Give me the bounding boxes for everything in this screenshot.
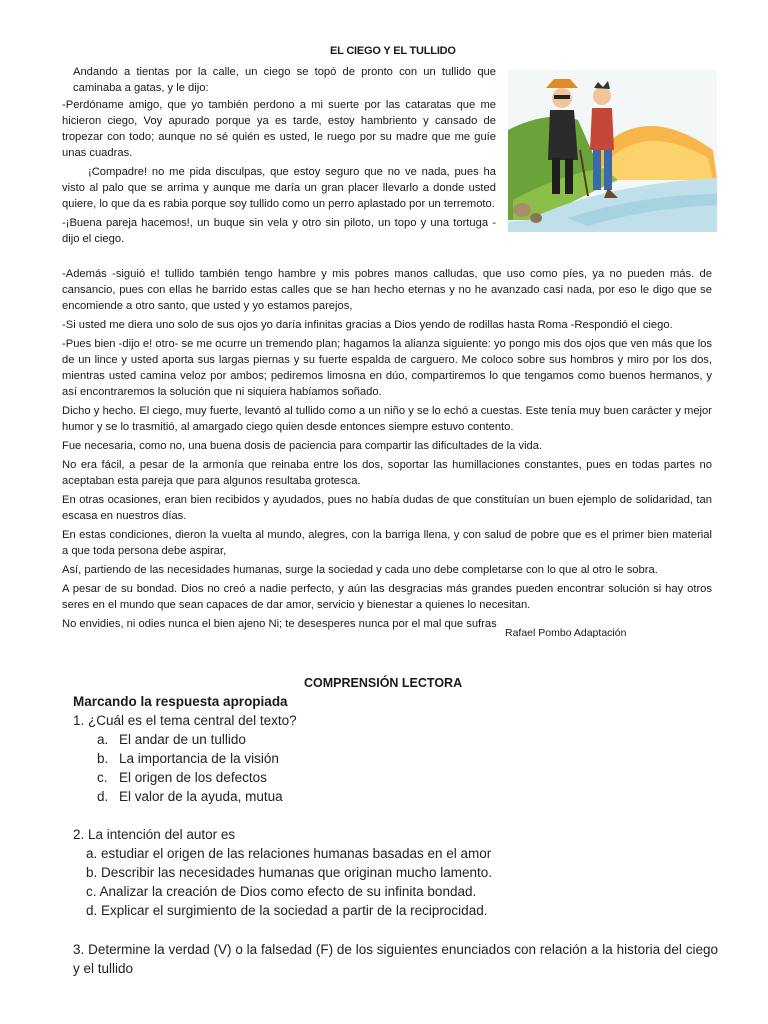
option-b: b. Describir las necesidades humanas que originan mucho lamento. — [86, 865, 492, 880]
option-marker: d. — [97, 789, 109, 804]
option-c: c. Analizar la creación de Dios como efecto de su infinita bondad. — [86, 884, 477, 899]
story-paragraph: Así, partiendo de las necesidades humanas, surge la sociedad y cada uno debe completarse con lo que al otro le sobra. — [62, 564, 658, 576]
question-3: 3. Determine la verdad (V) o la falsedad (F) de los siguientes enunciados con relación a la historia del ciego y el tullido — [73, 942, 718, 976]
option-text: El valor de la ayuda, mutua — [119, 789, 283, 804]
option-text: La importancia de la visión — [119, 751, 279, 766]
option-c — [97, 770, 267, 785]
option-d: d. Explicar el surgimiento de la sociedad a partir de la reciprocidad. — [86, 903, 488, 918]
story-paragraph: -Si usted me diera uno solo de sus ojos yo daría infinitas gracias a Dios yendo de rodillas hasta Roma -Respondió el ciego. — [62, 319, 673, 331]
option-text: El andar de un tullido — [119, 732, 246, 747]
story-paragraph: ¡Compadre! no me pida disculpas, que estoy seguro que no ve nada, pues ha visto al palo que se arrima y aunque me daría un gran placer llevarlo a donde usted quiere, lo que da es rabia porque soy tullido como un perro aplastado por un terremoto. — [62, 166, 496, 210]
option-d — [97, 789, 283, 804]
story-paragraph: No era fácil, a pesar de la armonía que reinaba entre los dos, soportar las humillaciones constantes, pues en todas partes no aceptaban esta pareja que para algunos resultaba grotesca. — [62, 459, 712, 487]
option-marker: a. — [97, 732, 109, 747]
instruction: Marcando la respuesta apropiada — [73, 694, 288, 709]
story-paragraph: -¡Buena pareja hacemos!, un buque sin vela y otro sin piloto, un topo y una tortuga -dijo el ciego. — [62, 217, 496, 245]
story-continuation — [62, 263, 712, 632]
author-signature: Rafael Pombo Adaptación — [505, 627, 627, 639]
option-a — [97, 732, 246, 747]
story-title: EL CIEGO Y EL TULLIDO — [330, 45, 456, 57]
option-marker: c. — [97, 770, 108, 785]
option-a: a. estudiar el origen de las relaciones humanas basadas en el amor — [86, 846, 492, 861]
story-paragraph: Fue necesaria, como no, una buena dosis de paciencia para compartir las dificultades de la vida. — [62, 440, 543, 452]
question-2: 2. La intención del autor es — [73, 827, 236, 842]
blind-and-cripple-illustration — [508, 70, 717, 232]
story-paragraph: Dicho y hecho. El ciego, muy fuerte, levantó al tullido como a un niño y se lo echó a cuestas. Este tenía muy buen carácter y mejor humor y se lo trasmitió, al amargado ciego quien desde entonces siempre estuvo contento. — [62, 405, 712, 433]
section-title: COMPRENSIÓN LECTORA — [304, 676, 463, 690]
story-paragraph: En otras ocasiones, eran bien recibidos y ayudados, pues no había dudas de que constituían un buen ejemplo de solidaridad, tan escasa en nuestros días. — [62, 494, 712, 522]
question-1: 1. ¿Cuál es el tema central del texto? — [73, 713, 297, 728]
option-text: El origen de los defectos — [119, 770, 267, 785]
story-paragraph: No envidies, ni odies nunca el bien ajeno Ni; te desesperes nunca por el mal que sufras — [62, 618, 497, 630]
story-paragraph: -Perdóname amigo, que yo también perdono a mi suerte por las cataratas que me hicieron ciego, Voy apurado porque ya es tarde, estoy hambriento y cansado de tropezar con todo; aunque no sé quién es usted, le ruego por su madre que me guíe unas cuadras. — [62, 99, 496, 159]
story-paragraph: -Además -siguió e! tullido también tengo hambre y mis pobres manos calludas, que uso como píes, ya no pueden más. de cansancio, pues con ellas he barrido estas calles que se han hecho eternas y no he avanzado casi nada, por eso le digo que se encomiende a otro santo, que usted y yo estamos parejos, — [62, 268, 712, 312]
option-marker: b. — [97, 751, 109, 766]
option-b — [97, 751, 279, 766]
story-paragraph: A pesar de su bondad. Dios no creó a nadie perfecto, y aún las desgracias más grandes pueden encontrar solución si hay otros seres en el mundo que sean capaces de dar amor, servicio y bienestar a quienes lo necesitan. — [62, 583, 712, 611]
story-paragraph: En estas condiciones, dieron la vuelta al mundo, alegres, con la barriga llena, y con salud de pobre que es el primer bien material a que toda persona debe aspirar, — [62, 529, 712, 557]
story-intro: Andando a tientas por la calle, un ciego se topó de pronto con un tullido que caminaba a gatas, y le dijo: — [73, 66, 496, 94]
story-paragraph: -Pues bien -dijo e! otro- se me ocurre un tremendo plan; hagamos la alianza siguiente: yo pongo mis dos ojos que ven más que los de un lince y usted aporta sus largas piernas y su fuerte espalda de carguero. Me coloco sobre sus hombros y miro por los dos, mientras usted camina veloz por ambos; pediremos limosna en dúo, compartiremos lo que tengamos como buenos hermanos, y así encontraremos la solución que ni siquiera habíamos soñado. — [62, 338, 712, 398]
story-column — [62, 64, 496, 247]
